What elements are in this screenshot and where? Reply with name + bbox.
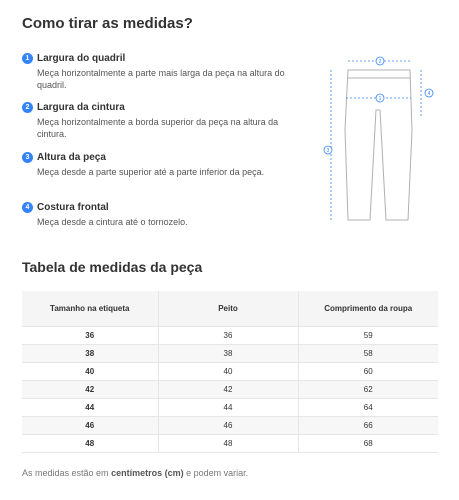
svg-text:1: 1 xyxy=(378,96,382,102)
cell-length: 68 xyxy=(298,434,438,452)
column-header-chest: Peito xyxy=(158,291,298,326)
table-row xyxy=(22,326,438,344)
note-suffix: e podem variar. xyxy=(186,468,249,478)
cell-length: 66 xyxy=(298,416,438,434)
marker-2 xyxy=(376,57,384,65)
size-table xyxy=(22,291,438,453)
cell-chest: 40 xyxy=(158,362,298,380)
table-row xyxy=(22,362,438,380)
cell-length: 62 xyxy=(298,380,438,398)
step-front-seam xyxy=(22,201,292,228)
cell-size: 40 xyxy=(22,362,158,380)
marker-3 xyxy=(324,146,332,154)
step-description: Meça desde a cintura até o tornozelo. xyxy=(37,217,188,227)
table-header-row xyxy=(22,291,438,326)
note-prefix: As medidas estão em xyxy=(22,468,109,478)
cell-length: 58 xyxy=(298,344,438,362)
cell-chest: 38 xyxy=(158,344,298,362)
cell-size: 42 xyxy=(22,380,158,398)
cell-chest: 44 xyxy=(158,398,298,416)
step-hip-width xyxy=(22,52,292,91)
step-number-badge: 1 xyxy=(22,53,33,64)
table-row xyxy=(22,434,438,452)
page-title: Como tirar as medidas? xyxy=(22,15,193,32)
step-number-badge: 4 xyxy=(22,202,33,213)
cell-chest: 46 xyxy=(158,416,298,434)
step-garment-height xyxy=(22,151,292,178)
svg-text:3: 3 xyxy=(326,148,330,154)
cell-size: 44 xyxy=(22,398,158,416)
step-description: Meça horizontalmente a parte mais larga da peça na altura do quadril. xyxy=(37,68,285,90)
step-description: Meça desde a parte superior até a parte inferior da peça. xyxy=(37,167,265,177)
column-header-length: Comprimento da roupa xyxy=(298,291,438,326)
cell-size: 36 xyxy=(22,326,158,344)
table-row xyxy=(22,344,438,362)
cell-length: 59 xyxy=(298,326,438,344)
svg-text:2: 2 xyxy=(378,59,382,65)
cell-size: 46 xyxy=(22,416,158,434)
step-title: Altura da peça xyxy=(37,152,106,163)
step-description: Meça horizontalmente a borda superior da peça na altura da cintura. xyxy=(37,117,279,139)
marker-4 xyxy=(425,89,433,97)
cell-length: 60 xyxy=(298,362,438,380)
step-title: Largura do quadril xyxy=(37,53,126,64)
step-waist-width xyxy=(22,101,292,140)
cell-chest: 36 xyxy=(158,326,298,344)
column-header-size: Tamanho na etiqueta xyxy=(22,291,158,326)
measurement-note xyxy=(22,468,248,478)
marker-1 xyxy=(376,94,384,102)
step-number-badge: 2 xyxy=(22,102,33,113)
note-unit: centímetros (cm) xyxy=(111,468,184,478)
cell-chest: 48 xyxy=(158,434,298,452)
cell-size: 48 xyxy=(22,434,158,452)
cell-length: 64 xyxy=(298,398,438,416)
cell-size: 38 xyxy=(22,344,158,362)
table-row xyxy=(22,416,438,434)
step-title: Largura da cintura xyxy=(37,102,125,113)
step-number-badge: 3 xyxy=(22,152,33,163)
size-table-title: Tabela de medidas da peça xyxy=(22,259,203,275)
pants-icon xyxy=(318,50,438,230)
table-row xyxy=(22,398,438,416)
step-title: Costura frontal xyxy=(37,202,109,213)
svg-text:4: 4 xyxy=(427,91,431,97)
cell-chest: 42 xyxy=(158,380,298,398)
table-row xyxy=(22,380,438,398)
pants-diagram xyxy=(318,50,438,230)
